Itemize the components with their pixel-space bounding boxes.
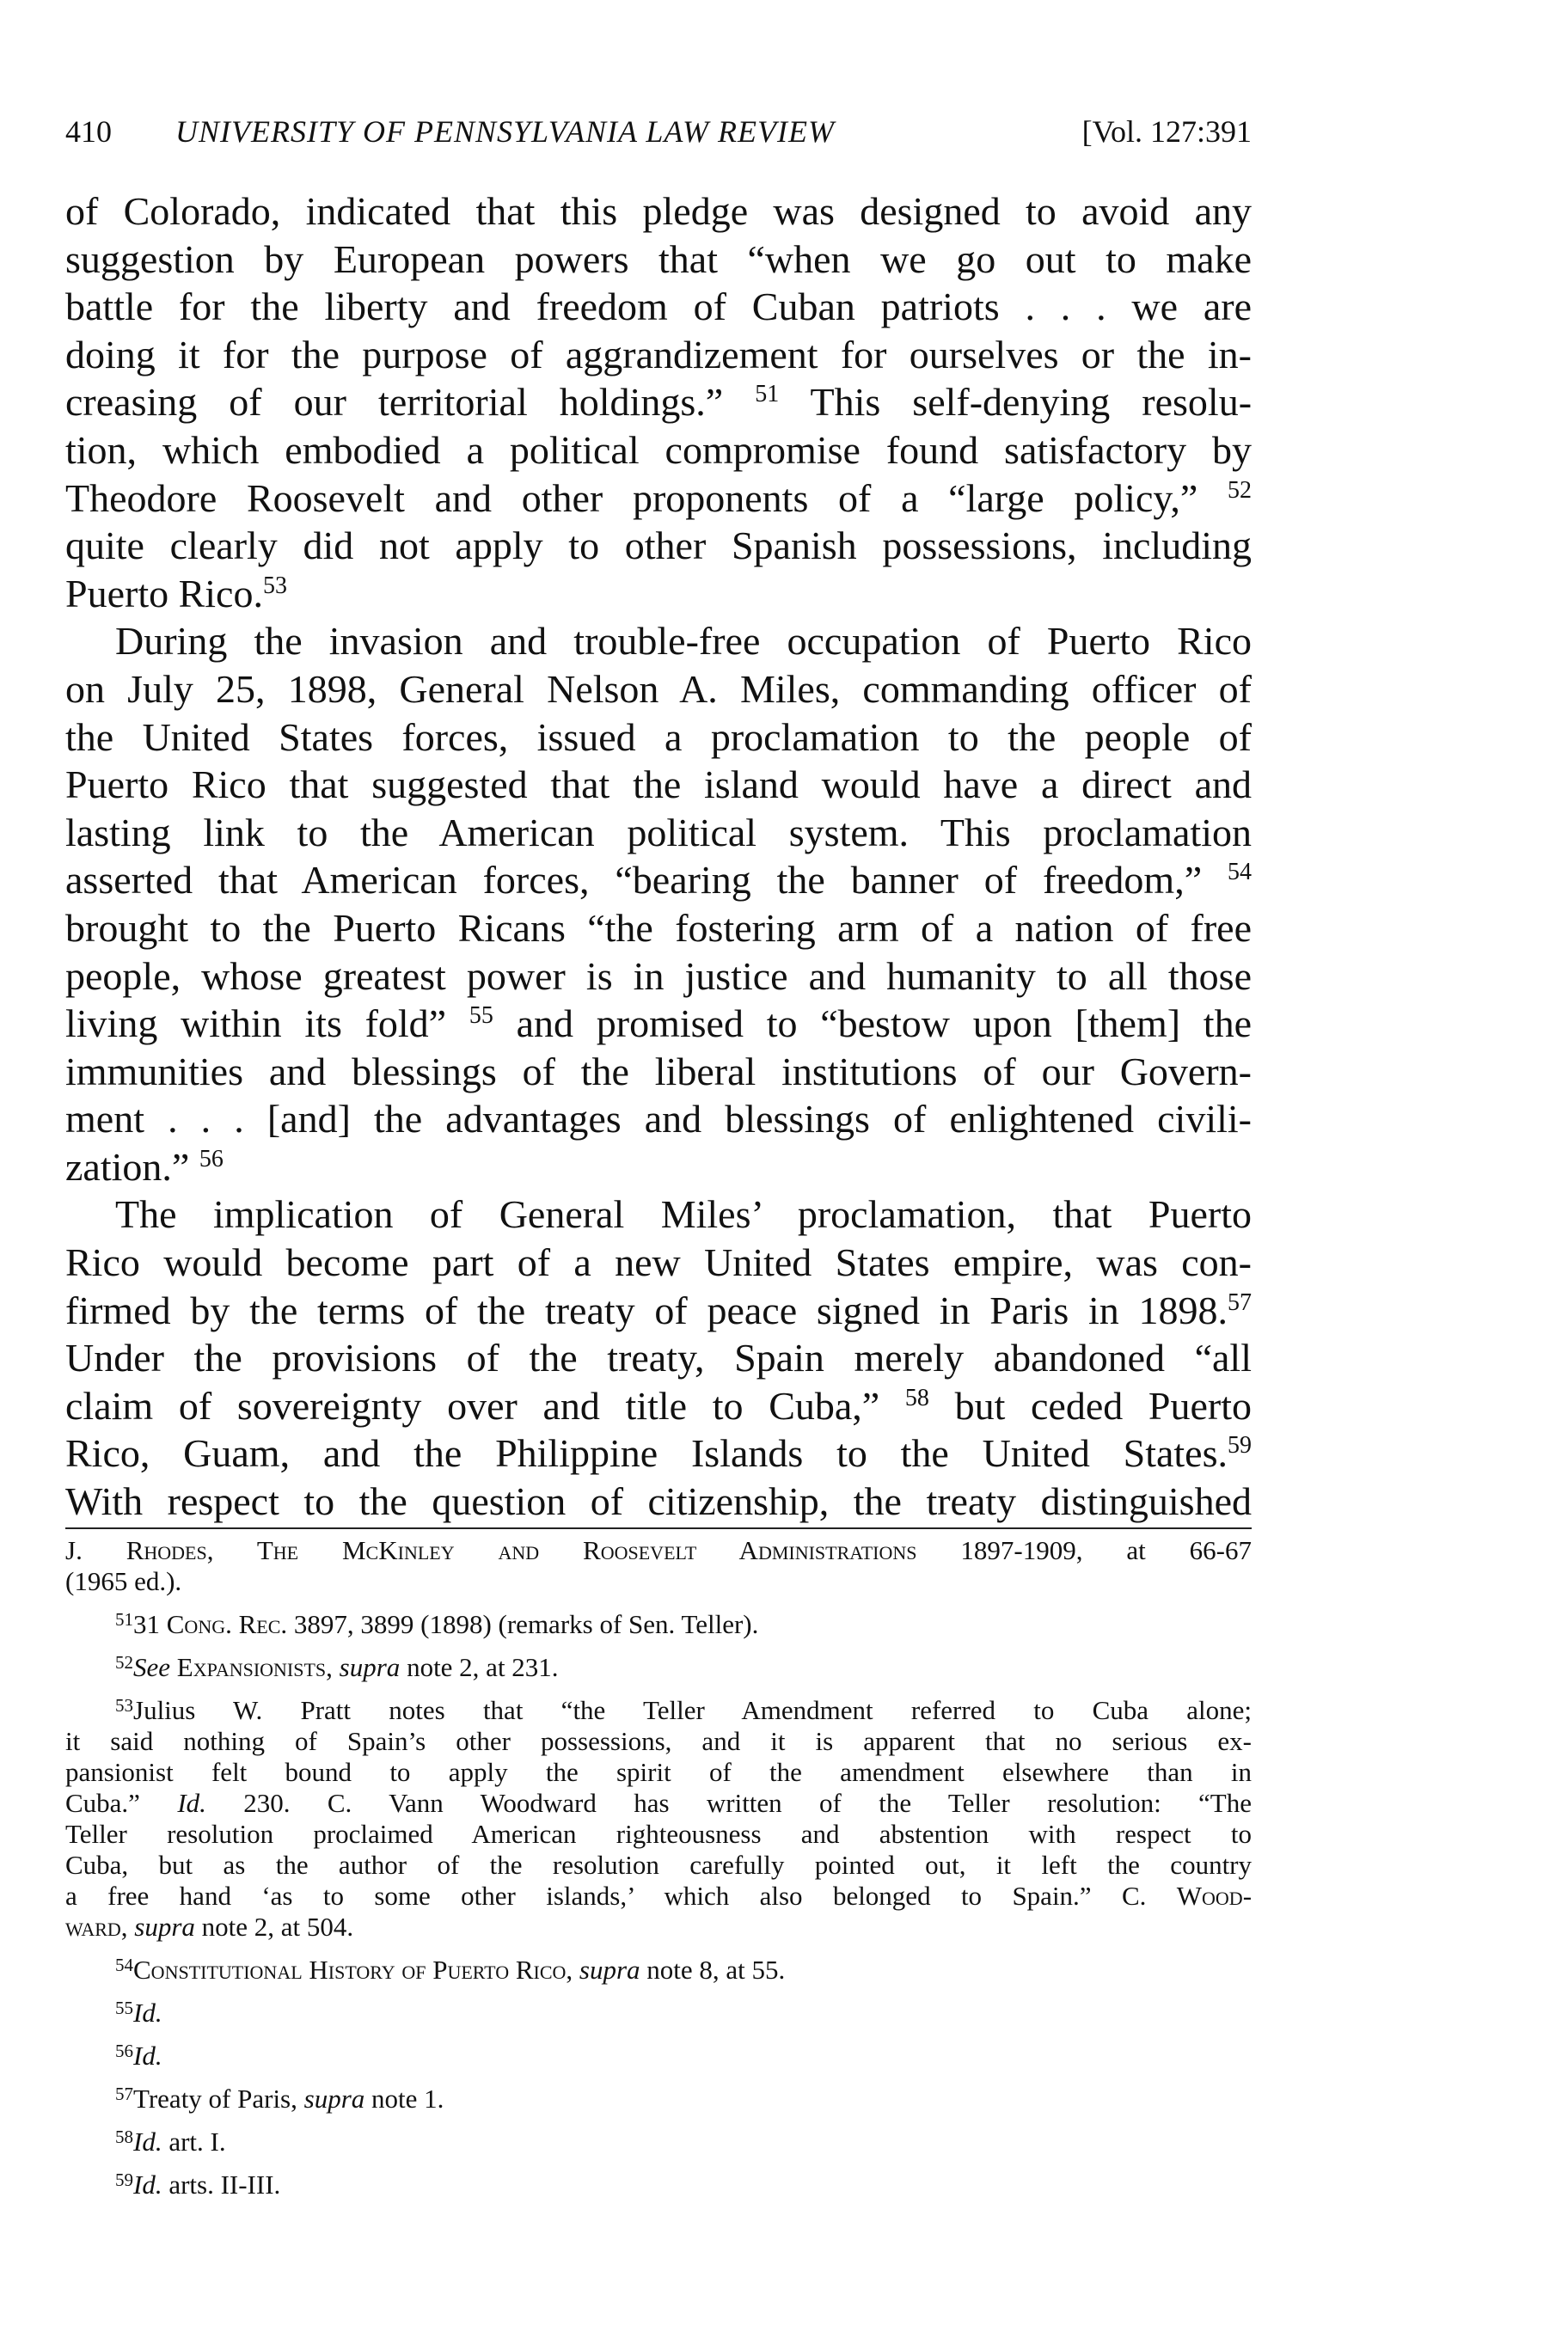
text-line: During the invasion and trouble-free occupation of Puerto Rico [115,619,1252,664]
footnote-line: Cuba, but as the author of the resolution carefully pointed out, it left the country [65,1850,1252,1880]
main-text [65,187,1252,1526]
text-line: claim of sovereignty over and title to Cuba,” $^{58}$ but ceded Puerto [65,1383,1253,1428]
text-line: Under the provisions of the treaty, Spain merely abandoned “all [65,1336,1252,1380]
text-line: living within its fold” $^{55}$ and promised to “bestow upon [them] the [65,1001,1252,1046]
text-line: The implication of General Miles’ proclamation, that Puerto [115,1192,1252,1237]
text-line: Rico would become part of a new United States empire, was con- [65,1240,1252,1285]
footnote-line: a free hand ‘as to some other islands,’ which also belonged to Spain.” C. Wood- [65,1881,1253,1911]
text-line: Theodore Roosevelt and other proponents of a “large policy,” $^{52}$ [65,475,1252,520]
footnote-line: pansionist felt bound to apply the spirit of the amendment elsewhere than in [65,1757,1252,1787]
text-line: battle for the liberty and freedom of Cuban patriots . . . we are [65,285,1252,329]
footnote-line: it said nothing of Spain’s other possessions, and it is apparent that no serious ex- [65,1726,1252,1756]
footnote-59: $^{59}$Id. arts. II-III. [115,2170,281,2200]
text-line: quite clearly did not apply to other Spanish possessions, including [65,523,1252,568]
text-line: creasing of our territorial holdings.” $^{51}$ This self-denying resolu- [65,380,1253,425]
text-line: firmed by the terms of the treaty of peace signed in Paris in 1898.57 [65,1288,1252,1332]
footnotes [65,1535,1252,2200]
footnote-53: $^{53}$Julius W. Pratt notes that “the Teller Amendment referred to Cuba alone; [115,1695,1252,1725]
footnote-number: 57 [115,2084,133,2104]
footnote-number: 55 [115,1998,133,2018]
footnote-line: Teller resolution proclaimed American righteousness and abstention with respect to [65,1819,1252,1849]
footnote-55: $^{55}$Id. [115,1998,162,2028]
footnote-number: 54 [115,1955,133,1975]
footnote-ref[interactable]: 59 [1228,1432,1252,1460]
footnote-ref[interactable]: 52 [1228,476,1252,504]
footnote-52: $^{52}$See Expansionists, supra note 2, at 231. [115,1652,559,1682]
footnote-ref[interactable]: 53 [262,572,287,599]
text-line: asserted that American forces, “bearing the banner of freedom,” $^{54}$ [65,858,1253,903]
text-line: people, whose greatest power is in justice and humanity to all those [65,953,1252,998]
footnote-54: $^{54}$Constitutional History of Puerto Rico, supra note 8, at 55. [115,1955,786,1985]
footnote-number: 52 [115,1652,133,1673]
text-line: Rico, Guam, and the Philippine Islands to the United States.$^{59}$ [65,1431,1252,1476]
footnote-number: 59 [115,2170,133,2190]
text-line: Puerto Rico that suggested that the island would have a direct and [65,762,1252,807]
footnote-number: 51 [115,1609,133,1630]
footnote-line: ward, supra note 2, at 504. [65,1912,354,1942]
footnote-number: 58 [115,2127,133,2147]
running-header [65,113,1252,156]
footnote-ref[interactable]: 58 [904,1384,929,1411]
footnote-58: $^{58}$Id. art. I. [115,2127,226,2157]
text-line: the United States forces, issued a proclamation to the people of [65,714,1252,759]
text-line: immunities and blessings of the liberal institutions of our Govern- [65,1049,1252,1093]
text-line: Puerto Rico.$^{53}$ [65,571,287,615]
footnote-57: $^{57}$Treaty of Paris, supra note 1. [115,2084,444,2114]
text-line: zation.” $^{56}$ [65,1144,224,1189]
footnote-line: J. Rhodes, The McKinley and Roosevelt Administrations 1897-1909, at 66-67 [65,1535,1252,1565]
footnote-56: $^{56}$Id. [115,2041,162,2071]
footnote-line: Cuba.” Id. 230. C. Vann Woodward has written of the Teller resolution: “The [65,1788,1253,1818]
footnote-ref[interactable]: 54 [1228,859,1253,886]
text-line: of Colorado, indicated that this pledge was designed to avoid any [65,189,1252,233]
text-line: doing it for the purpose of aggrandizement for ourselves or the in- [65,332,1252,376]
text-line: suggestion by European powers that “when we go out to make [65,236,1252,281]
footnote-ref[interactable]: 51 [755,381,780,408]
footnote-ref[interactable]: 56 [199,1145,224,1172]
footnote-number: 56 [115,2041,133,2061]
footnote-51: $^{51}$31 Cong. Rec. 3897, 3899 (1898) (remarks of Sen. Teller). [115,1609,759,1639]
text-line: ment . . . [and] the advantages and blessings of enlightened civili- [65,1097,1252,1141]
footnote-ref[interactable]: 57 [1228,1288,1252,1316]
footnote-ref[interactable]: 55 [469,1002,493,1030]
volume-citation: [Vol. 127:391 [1081,114,1252,149]
text-line: brought to the Puerto Ricans “the fostering arm of a nation of free [65,905,1252,950]
page-number: 410 [65,114,112,149]
text-line: lasting link to the American political system. This proclamation [65,810,1252,854]
footnote-line: (1965 ed.). [65,1566,182,1596]
footnote-divider [65,1527,1252,1529]
footnote-number: 53 [115,1695,133,1716]
text-line: on July 25, 1898, General Nelson A. Miles, commanding officer of [65,666,1252,711]
text-line: tion, which embodied a political compromise found satisfactory by [65,427,1252,472]
text-line: With respect to the question of citizenship, the treaty distinguished [65,1479,1252,1524]
journal-title: UNIVERSITY OF PENNSYLVANIA LAW REVIEW [175,114,835,149]
